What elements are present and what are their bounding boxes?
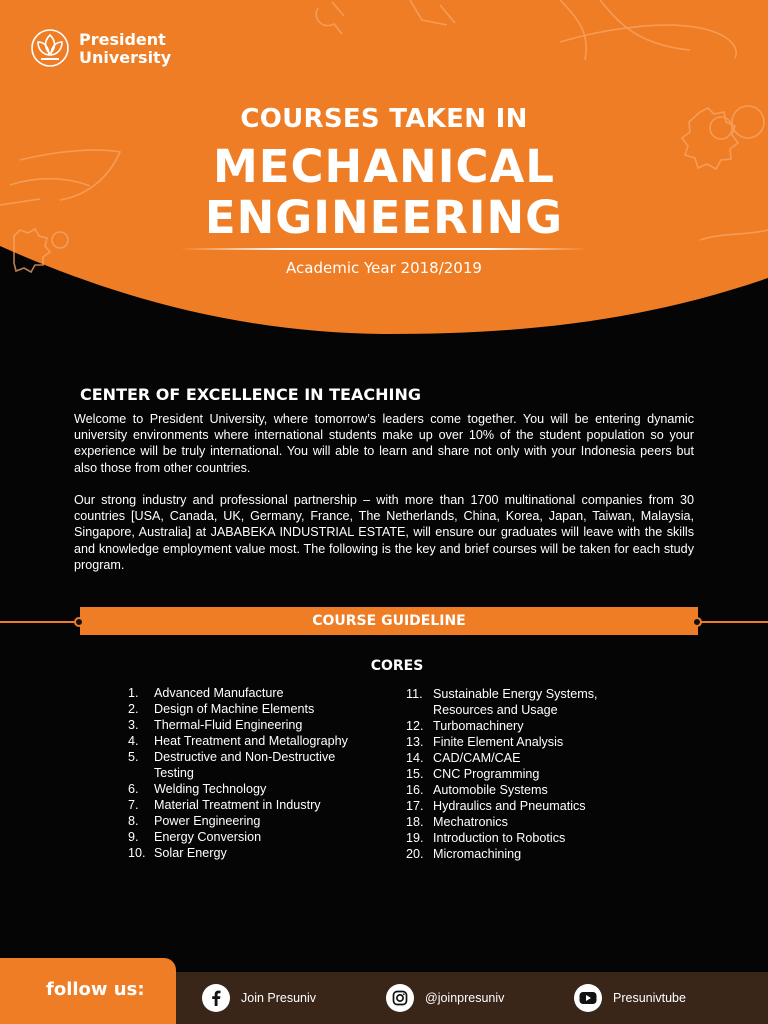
instagram-icon xyxy=(386,984,414,1012)
follow-us-label: follow us: xyxy=(46,979,145,1000)
follow-us-tab xyxy=(0,958,176,1024)
university-logo[interactable] xyxy=(30,28,171,70)
list-item: 2. Design of Machine Elements xyxy=(128,702,315,716)
title-line1: MECHANICAL xyxy=(213,140,555,193)
course-list-right xyxy=(406,686,646,862)
academic-year: Academic Year 2018/2019 xyxy=(286,259,482,277)
intro-paragraph-1: Welcome to President University, where tomorrow’s leaders come together. You will be entering dynamic university environments where international students make up over 10% of the student population so your experience will be truly international. You will able to learn and share not only with your Indonesia peers but also those from other countries. xyxy=(74,412,694,475)
list-item: 16. Automobile Systems xyxy=(406,783,548,797)
facebook-label: Join Presuniv xyxy=(241,991,317,1005)
youtube-label: Presunivtube xyxy=(613,991,686,1005)
intro-paragraph-2: Our strong industry and professional partnership – with more than 1700 multinational companies from 30 countries [USA, Canada, UK, Germany, France, The Netherlands, China, Korea, Japan, Taiwan, Malaysia, Singapore, Australia] at JABABEKA INDUSTRIAL ESTATE, will ensure our graduates will leave with the skills and knowledge employment value most. The following is the key and brief courses will be taken for each study program. xyxy=(74,493,694,572)
list-item: 17. Hydraulics and Pneumatics xyxy=(406,799,586,813)
instagram-label: @joinpresuniv xyxy=(425,991,505,1005)
title-small: COURSES TAKEN IN xyxy=(240,104,528,134)
course-guideline-banner xyxy=(80,607,698,635)
list-item: 8. Power Engineering xyxy=(128,814,261,828)
guideline-dot-left xyxy=(74,617,84,627)
list-item: 14. CAD/CAM/CAE xyxy=(406,751,521,765)
list-item: 19. Introduction to Robotics xyxy=(406,831,566,845)
list-item: 9. Energy Conversion xyxy=(128,830,262,844)
list-item: 10. Solar Energy xyxy=(128,846,227,860)
brand-name-line1: President xyxy=(79,30,166,49)
university-emblem-icon xyxy=(30,28,70,70)
facebook-link[interactable] xyxy=(202,984,316,1012)
list-item: 13. Finite Element Analysis xyxy=(406,735,564,749)
instagram-link[interactable] xyxy=(386,984,504,1012)
guideline-dot-right xyxy=(692,617,702,627)
brand-name-line2: University xyxy=(79,48,172,67)
list-item: 1. Advanced Manufacture xyxy=(128,686,284,700)
list-item: 12. Turbomachinery xyxy=(406,719,524,733)
list-item: 11. Sustainable Energy Systems, Resources and Usage xyxy=(406,687,598,717)
list-item: 7. Material Treatment in Industry xyxy=(128,798,321,812)
title-divider xyxy=(180,248,588,250)
facebook-icon xyxy=(202,984,230,1012)
section-heading: CENTER OF EXCELLENCE IN TEACHING xyxy=(80,385,421,404)
title-line2: ENGINEERING xyxy=(204,191,564,244)
list-item: 15. CNC Programming xyxy=(406,767,540,781)
header-banner xyxy=(0,0,768,340)
youtube-icon xyxy=(574,984,602,1012)
course-guideline-label: COURSE GUIDELINE xyxy=(312,613,466,629)
cores-heading: CORES xyxy=(370,658,424,674)
list-item: 3. Thermal-Fluid Engineering xyxy=(128,718,303,732)
list-item: 5. Destructive and Non-Destructive Testing xyxy=(128,750,336,780)
list-item: 20. Micromachining xyxy=(406,847,522,861)
list-item: 4. Heat Treatment and Metallography xyxy=(128,734,348,748)
course-list-left xyxy=(128,685,388,861)
list-item: 18. Mechatronics xyxy=(406,815,508,829)
youtube-link[interactable] xyxy=(574,984,686,1012)
list-item: 6. Welding Technology xyxy=(128,782,267,796)
